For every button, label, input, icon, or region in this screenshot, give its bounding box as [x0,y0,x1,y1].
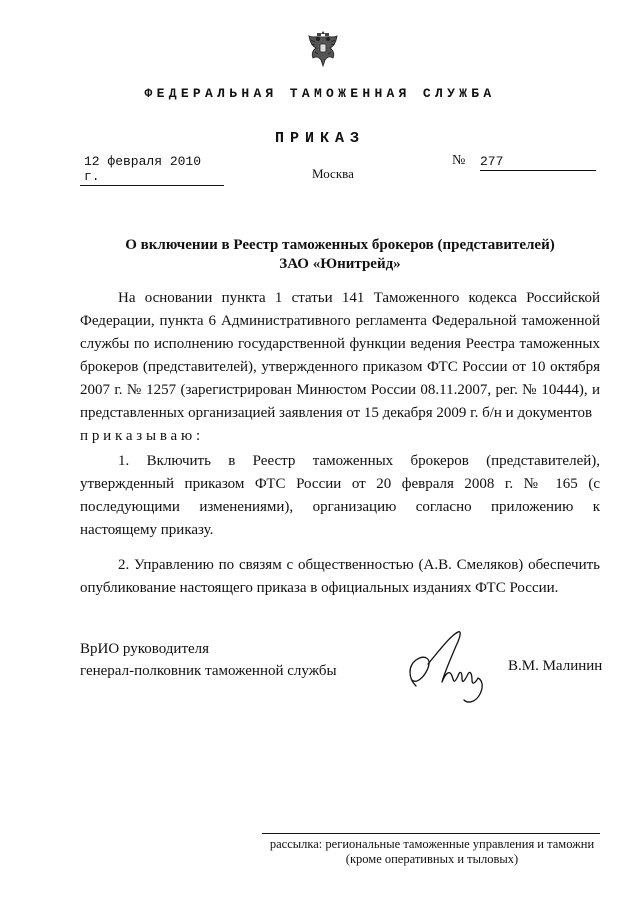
order-word: приказываю: [80,428,204,444]
order-city: Москва [312,166,354,181]
order-title-line-1: О включении в Реестр таможенных брокеров (представителей) [125,237,555,253]
handwritten-signature-icon [398,628,490,710]
signatory-position-line-1: ВрИО руководителя [80,641,210,657]
order-number-label: № [452,153,466,168]
signatory-position [80,638,337,682]
distribution-line-1: рассылка: региональные таможенные управления и таможни [269,837,595,851]
order-title-line-2: ЗАО «Юнитрейд» [279,256,401,272]
distribution-divider [262,833,600,834]
preamble-paragraph: На основании пункта 1 статьи 141 Таможенного кодекса Российской Федерации, пункта 6 Административного регламента Федеральной таможенной службы по исполнению государственной функции ведения Реестра таможенных брокеров (представителей), утвержденного приказом ФТС России от 10 октября 2007 г. № 1257 (зарегистрирован Минюстом России 08.11.2007, рег. № 10444), и представленных организацией заявления от 15 декабря 2009 г. б/н и документов [80,290,600,421]
double-headed-eagle-icon [307,28,339,68]
order-item-1: 1. Включить в Реестр таможенных брокеров (представителей), утвержденный приказом ФТС России от 20 февраля 2008 г. № 165 (с последующими изменениями), организацию согласно приложению к настоящему приказу. [80,453,600,538]
signatory-position-line-2: генерал-полковник таможенной службы [80,663,337,679]
agency-name: ФЕДЕРАЛЬНАЯ ТАМОЖЕННАЯ СЛУЖБА [144,86,496,101]
order-body [80,287,600,600]
order-number: 277 [480,154,596,171]
order-date: 12 февраля 2010 г. [80,154,224,186]
order-item-2: 2. Управлению по связям с общественностью (А.В. Смеляков) обеспечить опубликование настоящего приказа в официальных изданиях ФТС России. [80,557,600,596]
distribution-list [262,837,602,867]
document-type: ПРИКАЗ [274,130,365,147]
distribution-line-2: (кроме оперативных и тыловых) [345,852,519,866]
signatory-name: В.М. Малинин [508,658,603,674]
